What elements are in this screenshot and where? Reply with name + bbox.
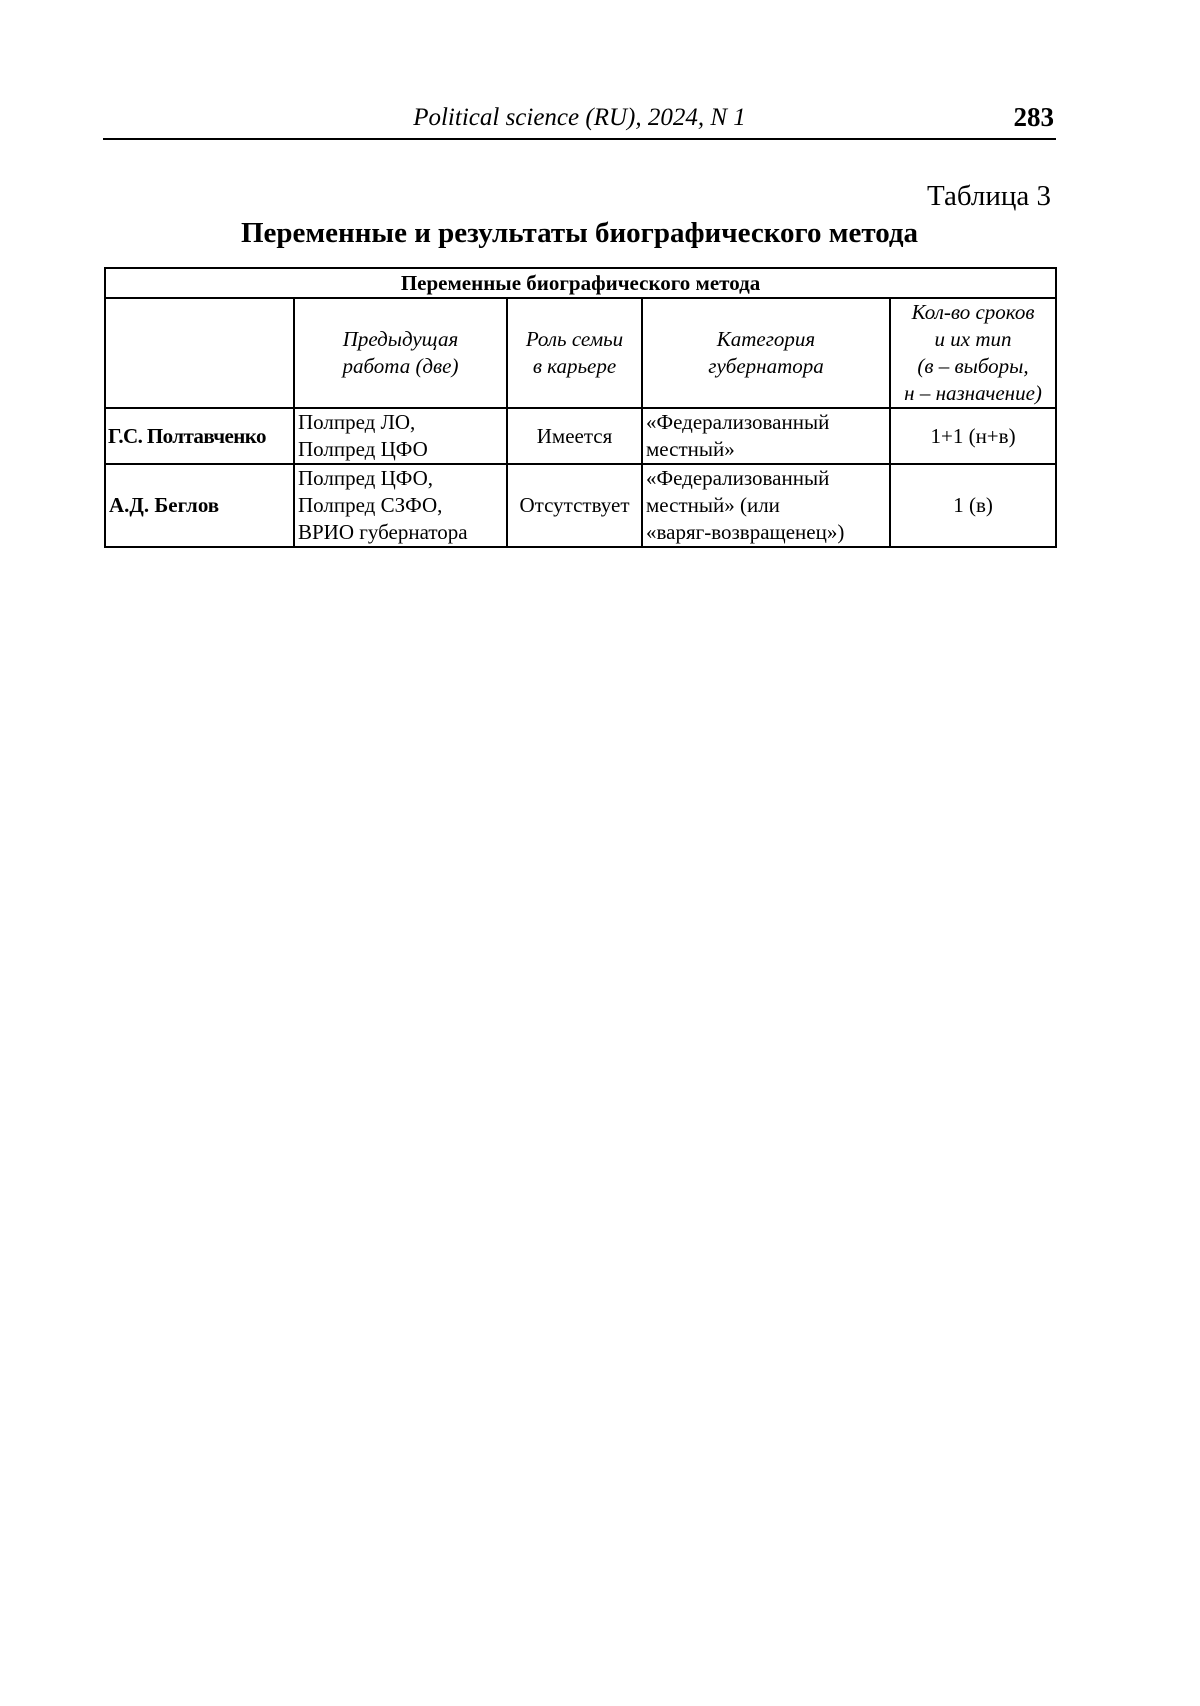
- column-header-line: Кол-во сроков: [911, 300, 1035, 324]
- column-header-line: работа (две): [342, 354, 459, 378]
- cell-line: «Федерализованный: [646, 466, 830, 490]
- row-name-cell: Г.С. Полтавченко: [105, 408, 294, 464]
- column-header-category: [642, 298, 890, 408]
- biographical-variables-table: [104, 267, 1057, 548]
- group-header-cell: Переменные биографического метода: [105, 268, 1056, 298]
- page-number: 283: [1013, 102, 1054, 132]
- terms-cell: 1 (в): [890, 464, 1056, 547]
- column-header-line: Предыдущая: [342, 327, 459, 351]
- cell-line: Полпред ЦФО: [298, 437, 428, 461]
- terms-cell: 1+1 (н+в): [890, 408, 1056, 464]
- row-name-cell: А.Д. Беглов: [105, 464, 294, 547]
- category-cell: [642, 408, 890, 464]
- column-header-line: Категория: [716, 327, 816, 351]
- family-role-cell: Отсутствует: [507, 464, 642, 547]
- column-header-line: н – назначение): [904, 381, 1042, 405]
- family-role-cell: Имеется: [507, 408, 642, 464]
- table-row: [105, 408, 1056, 464]
- cell-line: Полпред ЦФО,: [298, 466, 434, 490]
- previous-work-cell: [294, 408, 507, 464]
- column-header-previous-work: [294, 298, 507, 408]
- running-header: [103, 102, 1056, 140]
- cell-line: Полпред ЛО,: [298, 410, 416, 434]
- table-row: [105, 464, 1056, 547]
- journal-name: Political science (RU), 2024, N 1: [413, 104, 746, 131]
- column-header-terms: [890, 298, 1056, 408]
- column-header-line: в карьере: [532, 354, 617, 378]
- cell-line: ВРИО губернатора: [298, 520, 468, 544]
- column-header-family-role: [507, 298, 642, 408]
- cell-line: местный» (или: [646, 493, 780, 517]
- table-column-header-row: [105, 298, 1056, 408]
- cell-line: «Федерализованный: [646, 410, 830, 434]
- cell-line: «варяг-возвращенец»): [646, 520, 845, 544]
- column-header-line: губернатора: [708, 354, 824, 378]
- table-title: Переменные и результаты биографического метода: [240, 217, 919, 249]
- cell-line: местный»: [646, 437, 735, 461]
- table-group-header-row: [105, 268, 1056, 298]
- column-header-line: (в – выборы,: [917, 354, 1029, 378]
- column-header-name: [105, 298, 294, 408]
- column-header-line: и их тип: [934, 327, 1012, 351]
- table-label: Таблица 3: [926, 180, 1051, 212]
- previous-work-cell: [294, 464, 507, 547]
- category-cell: [642, 464, 890, 547]
- column-header-line: Роль семьи: [525, 327, 624, 351]
- cell-line: Полпред СЗФО,: [298, 493, 443, 517]
